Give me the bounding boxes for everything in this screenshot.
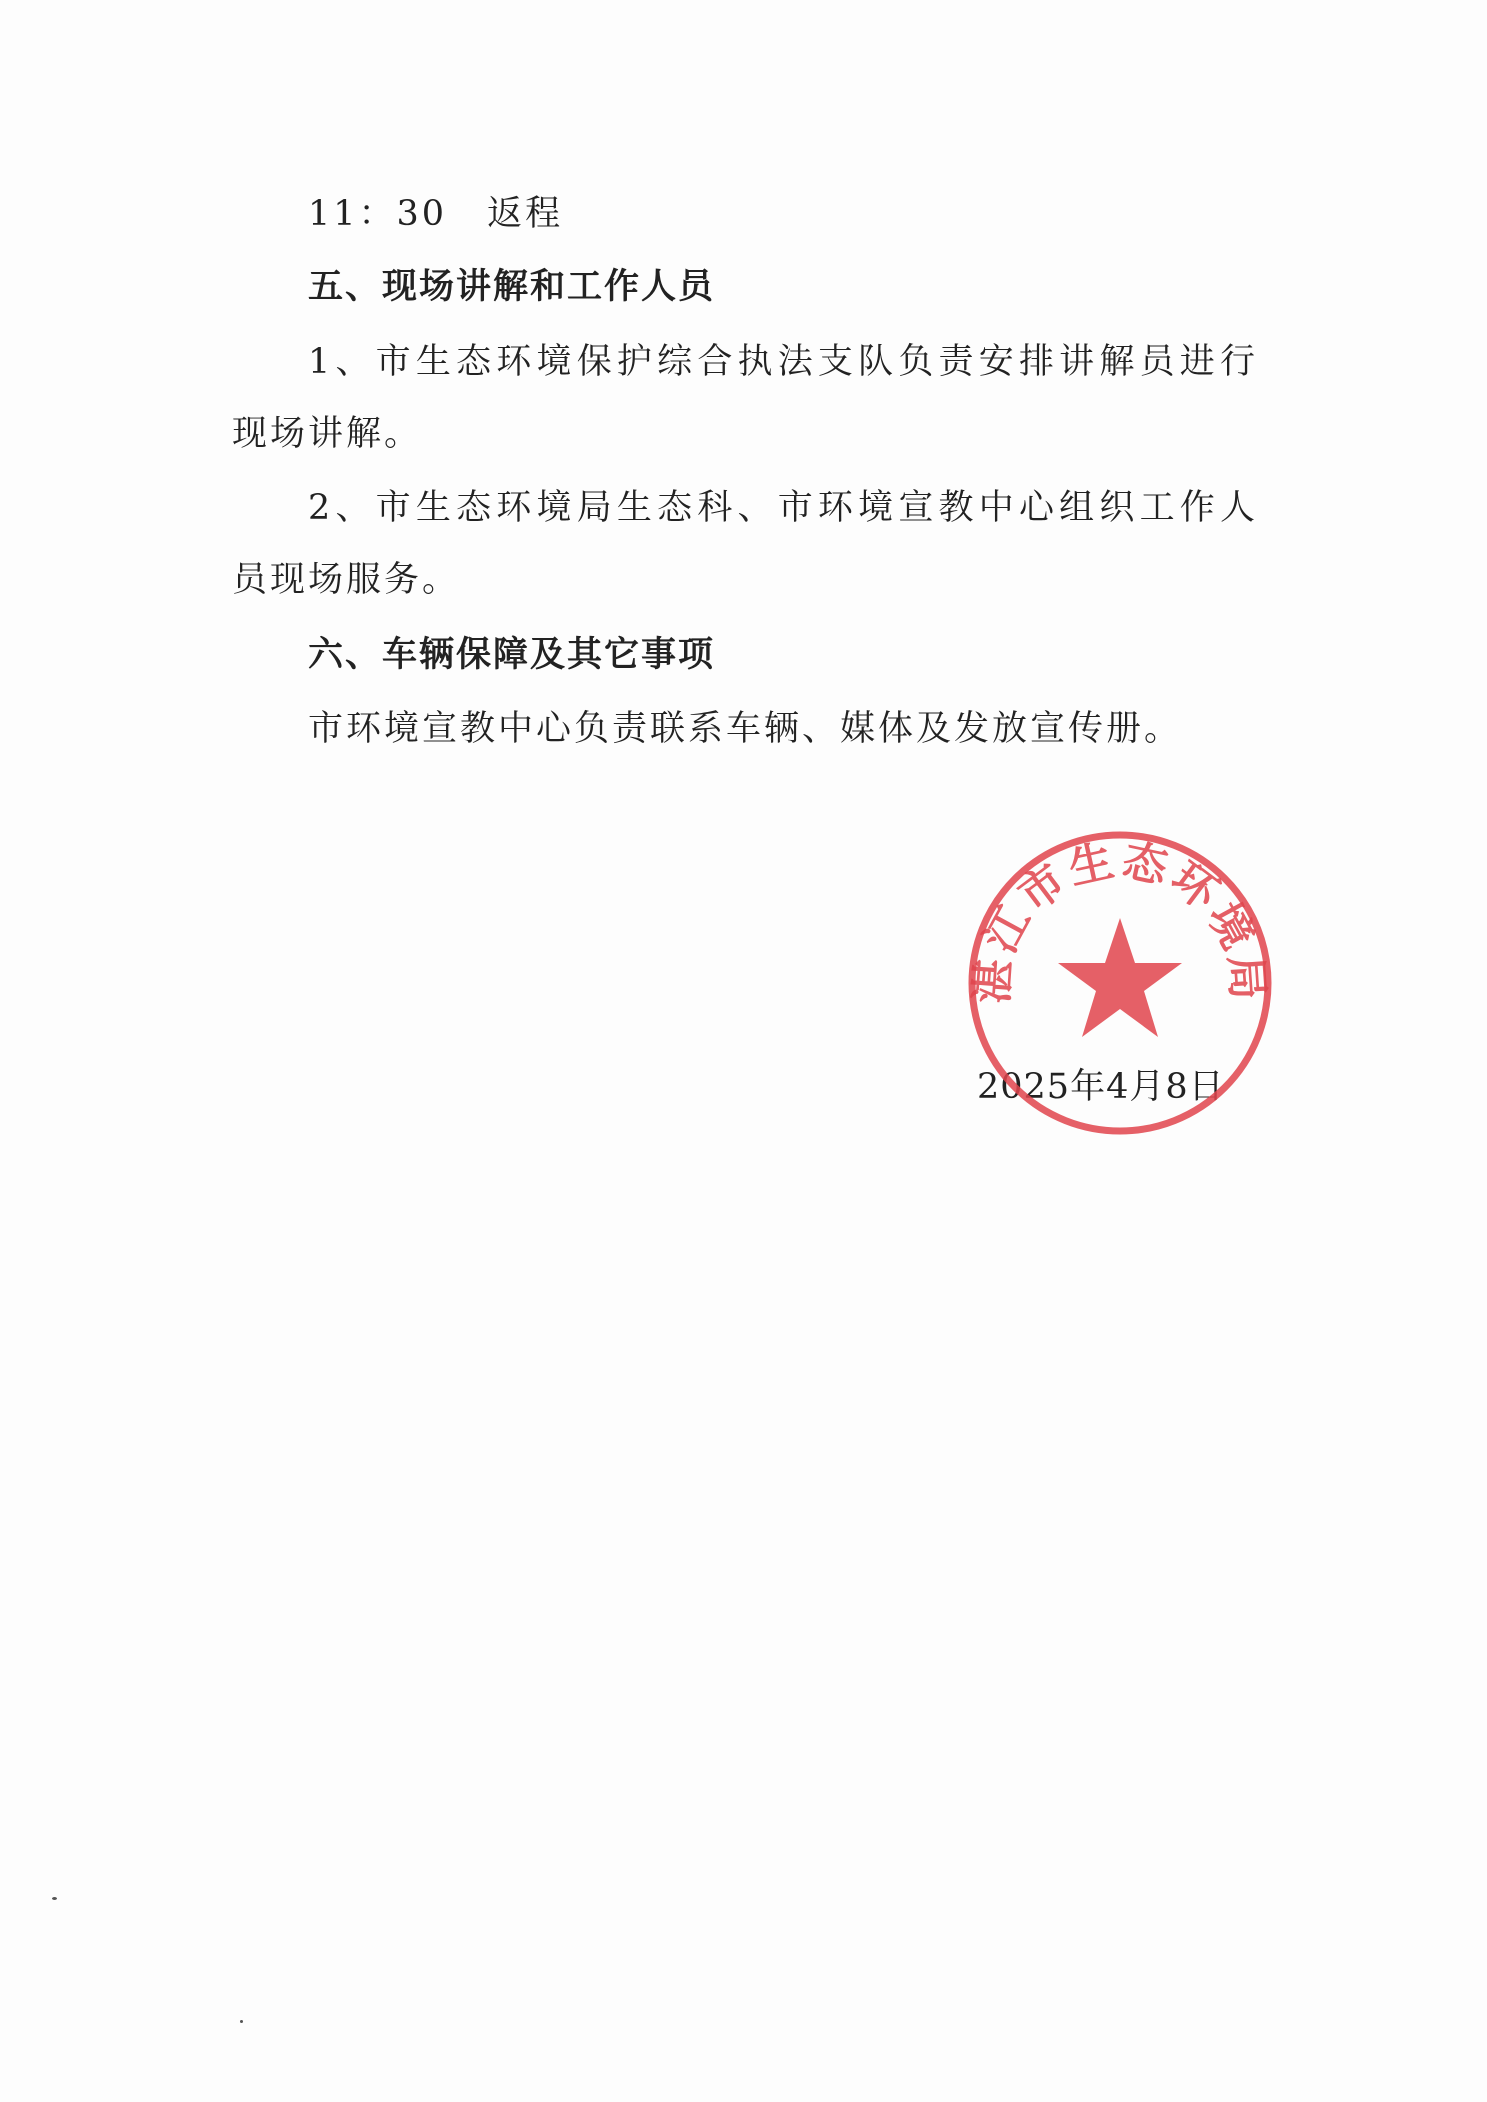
return-time: 11：30 xyxy=(308,194,448,234)
seal-text: 湛江市生态环境局 xyxy=(966,834,1274,1006)
section5-heading: 五、现场讲解和工作人员 xyxy=(308,267,716,307)
scan-speck xyxy=(240,2020,243,2023)
section6-heading: 六、车辆保障及其它事项 xyxy=(308,635,716,675)
return-label: 返程 xyxy=(487,194,564,234)
item1-line1: 1、市生态环境保护综合执法支队负责安排讲解员进行 xyxy=(308,342,1258,382)
section6-body: 市环境宣教中心负责联系车辆、媒体及发放宣传册。 xyxy=(308,709,1183,749)
item1-line2: 现场讲解。 xyxy=(232,414,423,454)
return-time-line xyxy=(308,190,563,238)
item2-line2: 员现场服务。 xyxy=(232,560,461,600)
item2-line1: 2、市生态环境局生态科、市环境宣教中心组织工作人 xyxy=(308,488,1258,528)
document-date: 2025年4月8日 xyxy=(977,1067,1225,1107)
seal-star-icon xyxy=(1058,918,1182,1037)
scan-speck xyxy=(52,1897,57,1900)
official-seal xyxy=(960,823,1280,1143)
